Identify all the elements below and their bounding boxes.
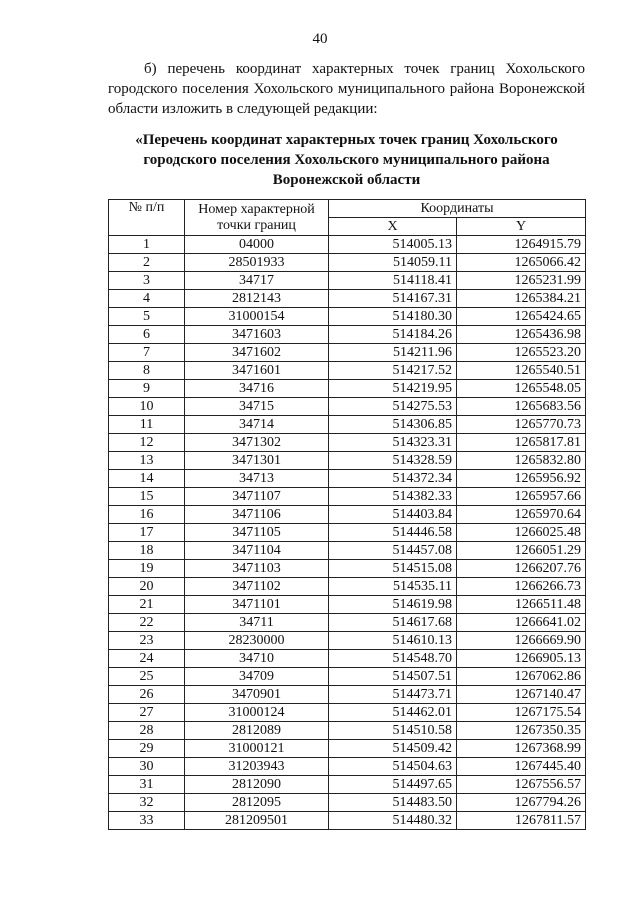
y-coordinate-cell: 1267794.26 — [457, 794, 586, 812]
point-number-cell: 34710 — [185, 650, 329, 668]
y-coordinate-cell: 1265956.92 — [457, 470, 586, 488]
point-number-cell: 2812089 — [185, 722, 329, 740]
table-row — [109, 344, 586, 362]
table-row — [109, 308, 586, 326]
point-number-cell: 34711 — [185, 614, 329, 632]
x-coordinate-cell: 514617.68 — [329, 614, 457, 632]
x-coordinate-cell: 514610.13 — [329, 632, 457, 650]
point-number-cell: 3471601 — [185, 362, 329, 380]
table-row — [109, 488, 586, 506]
y-coordinate-cell: 1265817.81 — [457, 434, 586, 452]
y-coordinate-cell: 1265683.56 — [457, 398, 586, 416]
row-number-cell: 29 — [109, 740, 185, 758]
y-coordinate-cell: 1267140.47 — [457, 686, 586, 704]
x-coordinate-cell: 514005.13 — [329, 236, 457, 254]
y-coordinate-cell: 1265384.21 — [457, 290, 586, 308]
row-number-cell: 14 — [109, 470, 185, 488]
table-row — [109, 794, 586, 812]
y-coordinate-cell: 1265231.99 — [457, 272, 586, 290]
y-coordinate-cell: 1265548.05 — [457, 380, 586, 398]
table-heading: «Перечень координат характерных точек границ Хохольского городского поселения Хохольского муниципального района Воронежской области — [135, 132, 558, 188]
table-row — [109, 398, 586, 416]
header-x: X — [329, 218, 457, 236]
row-number-cell: 30 — [109, 758, 185, 776]
x-coordinate-cell: 514446.58 — [329, 524, 457, 542]
point-number-cell: 34717 — [185, 272, 329, 290]
point-number-cell: 04000 — [185, 236, 329, 254]
point-number-cell: 34714 — [185, 416, 329, 434]
row-number-cell: 20 — [109, 578, 185, 596]
point-number-cell: 2812090 — [185, 776, 329, 794]
x-coordinate-cell: 514118.41 — [329, 272, 457, 290]
row-number-cell: 8 — [109, 362, 185, 380]
point-number-cell: 31000121 — [185, 740, 329, 758]
row-number-cell: 12 — [109, 434, 185, 452]
x-coordinate-cell: 514619.98 — [329, 596, 457, 614]
row-number-cell: 6 — [109, 326, 185, 344]
point-number-cell: 3471106 — [185, 506, 329, 524]
point-number-cell: 3471301 — [185, 452, 329, 470]
table-row — [109, 704, 586, 722]
point-number-cell: 3471102 — [185, 578, 329, 596]
y-coordinate-cell: 1267445.40 — [457, 758, 586, 776]
row-number-cell: 24 — [109, 650, 185, 668]
x-coordinate-cell: 514217.52 — [329, 362, 457, 380]
x-coordinate-cell: 514372.34 — [329, 470, 457, 488]
point-number-cell: 3471103 — [185, 560, 329, 578]
row-number-cell: 4 — [109, 290, 185, 308]
point-number-cell: 28230000 — [185, 632, 329, 650]
y-coordinate-cell: 1265424.65 — [457, 308, 586, 326]
table-row — [109, 740, 586, 758]
point-number-cell: 34715 — [185, 398, 329, 416]
point-number-cell: 3471603 — [185, 326, 329, 344]
y-coordinate-cell: 1267368.99 — [457, 740, 586, 758]
row-number-cell: 3 — [109, 272, 185, 290]
table-row — [109, 668, 586, 686]
point-number-cell: 28501933 — [185, 254, 329, 272]
y-coordinate-cell: 1265770.73 — [457, 416, 586, 434]
y-coordinate-cell: 1267350.35 — [457, 722, 586, 740]
y-coordinate-cell: 1266669.90 — [457, 632, 586, 650]
table-row — [109, 776, 586, 794]
x-coordinate-cell: 514211.96 — [329, 344, 457, 362]
page-number: 40 — [312, 31, 328, 47]
table-row — [109, 236, 586, 254]
header-row-number: № п/п — [109, 200, 185, 236]
row-number-cell: 7 — [109, 344, 185, 362]
table-row — [109, 542, 586, 560]
x-coordinate-cell: 514507.51 — [329, 668, 457, 686]
y-coordinate-cell: 1265523.20 — [457, 344, 586, 362]
y-coordinate-cell: 1265970.64 — [457, 506, 586, 524]
y-coordinate-cell: 1266905.13 — [457, 650, 586, 668]
table-row — [109, 326, 586, 344]
x-coordinate-cell: 514462.01 — [329, 704, 457, 722]
table-body — [109, 236, 586, 830]
row-number-cell: 26 — [109, 686, 185, 704]
table-row — [109, 290, 586, 308]
y-coordinate-cell: 1264915.79 — [457, 236, 586, 254]
y-coordinate-cell: 1265436.98 — [457, 326, 586, 344]
table-row — [109, 416, 586, 434]
point-number-cell: 31000124 — [185, 704, 329, 722]
table-row — [109, 272, 586, 290]
x-coordinate-cell: 514167.31 — [329, 290, 457, 308]
x-coordinate-cell: 514510.58 — [329, 722, 457, 740]
x-coordinate-cell: 514059.11 — [329, 254, 457, 272]
point-number-cell: 3471101 — [185, 596, 329, 614]
y-coordinate-cell: 1265540.51 — [457, 362, 586, 380]
table-row — [109, 596, 586, 614]
x-coordinate-cell: 514480.32 — [329, 812, 457, 830]
x-coordinate-cell: 514219.95 — [329, 380, 457, 398]
y-coordinate-cell: 1266207.76 — [457, 560, 586, 578]
y-coordinate-cell: 1267175.54 — [457, 704, 586, 722]
table-row — [109, 722, 586, 740]
row-number-cell: 19 — [109, 560, 185, 578]
y-coordinate-cell: 1265957.66 — [457, 488, 586, 506]
header-coordinates: Координаты — [329, 200, 586, 218]
x-coordinate-cell: 514497.65 — [329, 776, 457, 794]
table-row — [109, 254, 586, 272]
row-number-cell: 9 — [109, 380, 185, 398]
table-row — [109, 506, 586, 524]
x-coordinate-cell: 514184.26 — [329, 326, 457, 344]
row-number-cell: 33 — [109, 812, 185, 830]
row-number-cell: 21 — [109, 596, 185, 614]
table-row — [109, 452, 586, 470]
y-coordinate-cell: 1266641.02 — [457, 614, 586, 632]
x-coordinate-cell: 514483.50 — [329, 794, 457, 812]
point-number-cell: 34713 — [185, 470, 329, 488]
x-coordinate-cell: 514457.08 — [329, 542, 457, 560]
header-y: Y — [457, 218, 586, 236]
y-coordinate-cell: 1266025.48 — [457, 524, 586, 542]
point-number-cell: 3471107 — [185, 488, 329, 506]
table-row — [109, 560, 586, 578]
x-coordinate-cell: 514548.70 — [329, 650, 457, 668]
x-coordinate-cell: 514403.84 — [329, 506, 457, 524]
row-number-cell: 31 — [109, 776, 185, 794]
x-coordinate-cell: 514535.11 — [329, 578, 457, 596]
x-coordinate-cell: 514509.42 — [329, 740, 457, 758]
row-number-cell: 13 — [109, 452, 185, 470]
point-number-cell: 281209501 — [185, 812, 329, 830]
table-row — [109, 614, 586, 632]
header-point-number: Номер характерной точки границ — [185, 200, 329, 236]
row-number-cell: 17 — [109, 524, 185, 542]
point-number-cell: 3471602 — [185, 344, 329, 362]
row-number-cell: 28 — [109, 722, 185, 740]
x-coordinate-cell: 514515.08 — [329, 560, 457, 578]
y-coordinate-cell: 1267811.57 — [457, 812, 586, 830]
x-coordinate-cell: 514328.59 — [329, 452, 457, 470]
table-row — [109, 632, 586, 650]
y-coordinate-cell: 1266511.48 — [457, 596, 586, 614]
y-coordinate-cell: 1267556.57 — [457, 776, 586, 794]
row-number-cell: 22 — [109, 614, 185, 632]
row-number-cell: 1 — [109, 236, 185, 254]
table-row — [109, 470, 586, 488]
y-coordinate-cell: 1265832.80 — [457, 452, 586, 470]
row-number-cell: 10 — [109, 398, 185, 416]
table-row — [109, 380, 586, 398]
table-row — [109, 434, 586, 452]
row-number-cell: 32 — [109, 794, 185, 812]
point-number-cell: 3471104 — [185, 542, 329, 560]
x-coordinate-cell: 514306.85 — [329, 416, 457, 434]
row-number-cell: 11 — [109, 416, 185, 434]
row-number-cell: 5 — [109, 308, 185, 326]
row-number-cell: 18 — [109, 542, 185, 560]
point-number-cell: 31203943 — [185, 758, 329, 776]
point-number-cell: 3471302 — [185, 434, 329, 452]
point-number-cell: 2812095 — [185, 794, 329, 812]
table-row — [109, 758, 586, 776]
point-number-cell: 2812143 — [185, 290, 329, 308]
coordinates-table — [108, 199, 586, 830]
point-number-cell: 3470901 — [185, 686, 329, 704]
y-coordinate-cell: 1265066.42 — [457, 254, 586, 272]
table-row — [109, 362, 586, 380]
row-number-cell: 27 — [109, 704, 185, 722]
table-row — [109, 686, 586, 704]
y-coordinate-cell: 1266051.29 — [457, 542, 586, 560]
y-coordinate-cell: 1267062.86 — [457, 668, 586, 686]
row-number-cell: 15 — [109, 488, 185, 506]
row-number-cell: 16 — [109, 506, 185, 524]
row-number-cell: 23 — [109, 632, 185, 650]
table-row — [109, 812, 586, 830]
point-number-cell: 34709 — [185, 668, 329, 686]
table-row — [109, 650, 586, 668]
row-number-cell: 25 — [109, 668, 185, 686]
x-coordinate-cell: 514275.53 — [329, 398, 457, 416]
x-coordinate-cell: 514473.71 — [329, 686, 457, 704]
x-coordinate-cell: 514504.63 — [329, 758, 457, 776]
point-number-cell: 31000154 — [185, 308, 329, 326]
intro-paragraph: б) перечень координат характерных точек границ Хохольского городского поселения Хохольского муниципального района Воронежской области изложить в следующей редакции: — [108, 61, 585, 117]
y-coordinate-cell: 1266266.73 — [457, 578, 586, 596]
table-row — [109, 524, 586, 542]
row-number-cell: 2 — [109, 254, 185, 272]
x-coordinate-cell: 514180.30 — [329, 308, 457, 326]
x-coordinate-cell: 514382.33 — [329, 488, 457, 506]
point-number-cell: 34716 — [185, 380, 329, 398]
table-row — [109, 578, 586, 596]
point-number-cell: 3471105 — [185, 524, 329, 542]
x-coordinate-cell: 514323.31 — [329, 434, 457, 452]
